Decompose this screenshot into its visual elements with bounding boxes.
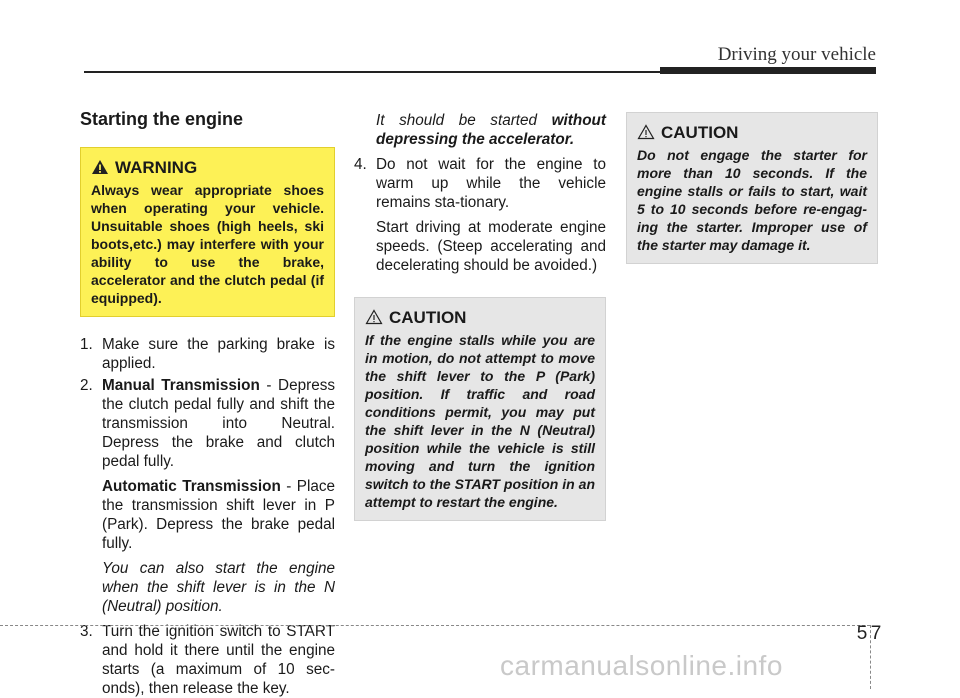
header-rule-thick (660, 67, 876, 74)
page-number (855, 623, 883, 645)
step-3 (80, 622, 335, 698)
header-rule (84, 71, 660, 73)
header-title: Driving your vehicle (717, 44, 876, 65)
column-left (80, 96, 335, 698)
step-3-number: 3. (80, 623, 93, 640)
caution-text-2: Do not engage the starter for more than 10 seconds. If the engine stalls or fails to start, wait 5 to 10 seconds before re-engag-ing the starter. Improper use of the starter may damage it. (637, 147, 867, 253)
step-1-text: Make sure the parking brake is applied. (102, 336, 335, 372)
caution-header-2 (637, 121, 867, 143)
step-4-text: Do not wait for the engine to warm up while the vehicle remains sta-tionary. (376, 156, 606, 211)
section-title: Starting the engine (80, 109, 244, 129)
neutral-start-note: You can also start the engine when the shift lever is in the N (Neutral) position. (102, 560, 335, 615)
step-3-note-italic: It should be started (376, 112, 552, 129)
page-number-value: 7 (870, 623, 882, 644)
caution-title-2: CAUTION (661, 122, 739, 142)
caution-header (365, 306, 595, 328)
caution-box-stall (354, 297, 606, 521)
column-right (626, 96, 878, 264)
step-1-number: 1. (80, 336, 93, 353)
caution-icon (365, 309, 383, 325)
step-2-number: 2. (80, 377, 93, 394)
column-middle (354, 96, 606, 521)
automatic-transmission-text: - Place the transmission shift lever in P (Park). Depress the brake pedal fully. (102, 478, 336, 552)
caution-title: CAUTION (389, 307, 467, 327)
manual-transmission-text: - Depress the clutch pedal fully and shift the transmission into Neutral. Depress the brake and clutch pedal fully. (102, 377, 335, 470)
automatic-transmission-paragraph (80, 477, 335, 553)
step-4-number: 4. (354, 156, 367, 173)
step-1 (80, 335, 335, 373)
warning-title: WARNING (115, 157, 198, 177)
step-4-sub: Start driving at moderate engine speeds. (Steep accelerating and decelerating should be avoided.) (376, 219, 606, 274)
step-3-text: Turn the ignition switch to START and hold it there until the engine starts (a maximum of 10 sec-onds), then release the key. (102, 623, 335, 697)
footer-dashed-line (0, 625, 870, 626)
watermark: carmanualsonline.info (500, 650, 783, 681)
chapter-number: 5 (856, 623, 868, 644)
caution-text: If the engine stalls while you are in motion, do not attempt to move the shift lever to the P (Park) position. If traffic and road conditions permit, you may put the shift lever in the N (Neutral) position while the vehicle is still moving and turn the ignition switch to the START position in an attempt to restart the engine. (365, 332, 595, 510)
step-2 (80, 376, 335, 471)
warning-text: Always wear appropriate shoes when operating your vehicle. Unsuitable shoes (high heels, ski boots,etc.) may interfere with your ability to use the brake, accelerator and the clutch pedal (if equipped). (91, 182, 324, 306)
step-3-continued (354, 111, 606, 149)
caution-box-starter (626, 112, 878, 264)
warning-icon (91, 159, 109, 175)
step-4 (354, 155, 606, 212)
manual-transmission-label: Manual Transmission (102, 377, 260, 394)
automatic-transmission-label: Automatic Transmission (102, 478, 281, 495)
step-3-note-bold: without depressing the accelerator. (376, 112, 606, 148)
warning-header (91, 156, 324, 178)
warning-box (80, 147, 335, 317)
caution-icon (637, 124, 655, 140)
